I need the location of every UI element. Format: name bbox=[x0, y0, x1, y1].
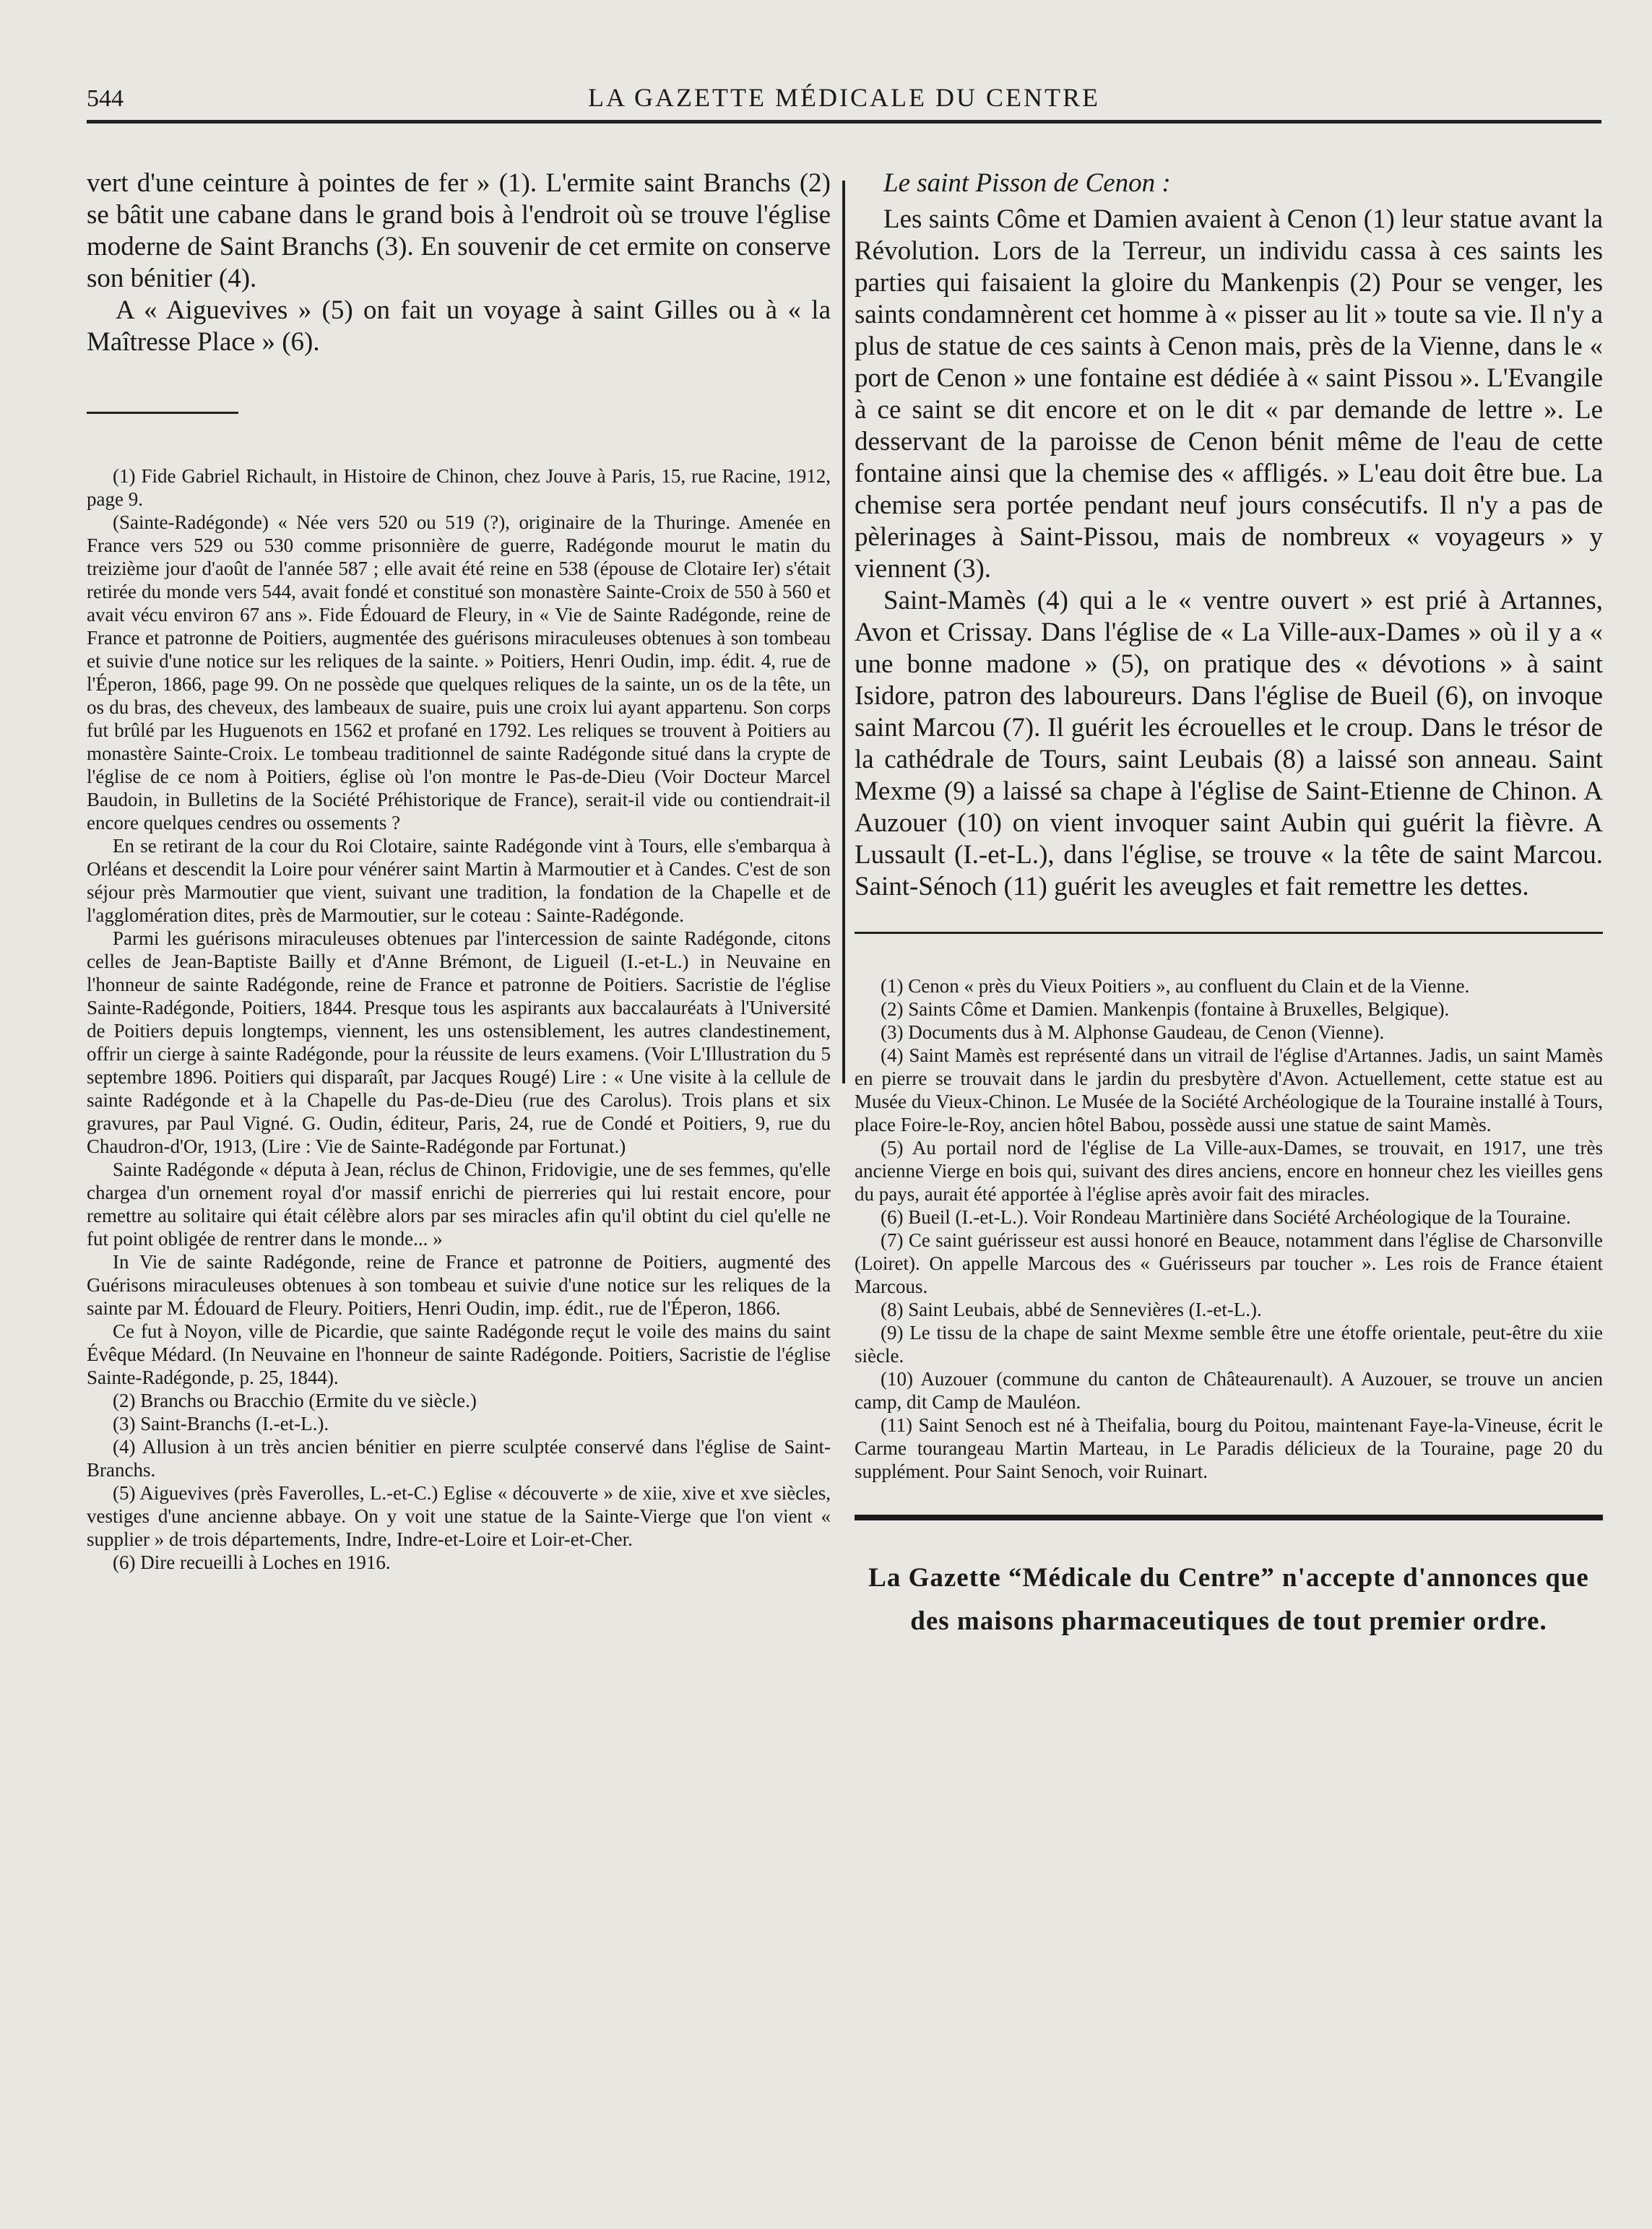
footnote: (10) Auzouer (commune du canton de Châteaurenault). A Auzouer, se trouve un ancien camp, dit Camp de Mauléon. bbox=[855, 1368, 1603, 1413]
footnote: (9) Le tissu de la chape de saint Mexme semble être une étoffe orientale, peut-être du xiie siècle. bbox=[855, 1322, 1603, 1367]
footnote: In Vie de sainte Radégonde, reine de France et patronne de Poitiers, augmenté des Guérisons miraculeuses obtenues à son tombeau et suivie d'une notice sur les reliques de la sainte par M. Édouard de Fleury. Poitiers, Henri Oudin, imp. édit., rue de l'Éperon, 1866. bbox=[87, 1251, 831, 1319]
page-number: 544 bbox=[87, 85, 124, 112]
right-column bbox=[855, 168, 1603, 1643]
advertisement-notice: La Gazette “Médicale du Centre” n'accepte d'annonces que des maisons pharmaceutiques de tout premier ordre. bbox=[868, 1563, 1589, 1636]
footnote: Parmi les guérisons miraculeuses obtenues par l'intercession de sainte Radégonde, citons celles de Jean-Baptiste Bailly et d'Anne Brémont, de Ligueil (I.-et-L.) in Neuvaine en l'honneur de sainte Radégonde, reine de France et patronne de Poitiers. Sacristie de l'église Sainte-Radégonde, Poitiers, 1844. Presque tous les aspirants aux baccalauréats à l'Université de Poitiers depuis longtemps, viennent, les uns ostensiblement, les autres clandestinement, offrir un cierge à sainte Radégonde, pour la réussite de leurs examens. (Voir L'Illustration du 5 septembre 1896. Poitiers qui disparaît, par Jacques Rougé) Lire : « Une visite à la cellule de sainte Radégonde et à la Chapelle du Pas-de-Dieu (rue des Carolus). Trois plans et six gravures, par Paul Vigné. G. Oudin, éditeur, Paris, 24, rue de Condé et Poitiers, 9, rue du Chaudron-d'Or, 1913, (Lire : Vie de Sainte-Radégonde par Fortunat.) bbox=[87, 927, 831, 1157]
body-paragraph: Les saints Côme et Damien avaient à Cenon (1) leur statue avant la Révolution. Lors de la Terreur, un individu cassa à ces saints les parties qui faisaient la gloire du Mankenpis (2) Pour se venger, les saints condamnèrent cet homme à « pisser au lit » toute sa vie. Il n'y a plus de statue de ces saints à Cenon mais, près de la Vienne, dans le « port de Cenon » une fontaine est dédiée à « saint Pissou ». L'Evangile à ce saint se dit encore et on le dit « par demande de lettre ». Le desservant de la paroisse de Cenon bénit même de l'eau de cette fontaine ainsi que la chemise des « affligés. » L'eau doit être bue. La chemise sera portée pendant neuf jours consécutifs. Il n'y a pas de pèlerinages à Saint-Pissou, mais de nombreux « voyageurs » y viennent (3). bbox=[855, 204, 1603, 584]
left-main-text bbox=[87, 168, 831, 358]
advertisement-rule bbox=[855, 1515, 1603, 1520]
column-divider bbox=[842, 181, 845, 1083]
footnote: (1) Cenon « près du Vieux Poitiers », au confluent du Clain et de la Vienne. bbox=[881, 975, 1470, 997]
footnote: (11) Saint Senoch est né à Theifalia, bourg du Poitou, maintenant Faye-la-Vineuse, écrit le Carme tourangeau Martin Marteau, in Le Paradis délicieux de la Touraine, page 20 du supplément. Pour Saint Senoch, voir Ruinart. bbox=[855, 1414, 1603, 1482]
footnote: (5) Au portail nord de l'église de La Ville-aux-Dames, se trouvait, en 1917, une très ancienne Vierge en bois qui, suivant des dires anciens, encore en honneur chez les vieilles gens du pays, aurait été apportée à l'église après avoir fait des miracles. bbox=[855, 1137, 1603, 1205]
footnote: (4) Allusion à un très ancien bénitier en pierre sculptée conservé dans l'église de Saint-Branchs. bbox=[87, 1436, 831, 1481]
footnote: (2) Branchs ou Bracchio (Ermite du ve siècle.) bbox=[113, 1390, 477, 1411]
left-footnotes bbox=[87, 464, 831, 1574]
footnote: (Sainte-Radégonde) « Née vers 520 ou 519 (?), originaire de la Thuringe. Amenée en France vers 529 ou 530 comme prisonnière de guerre, Radégonde mourut le matin du treizième jour d'août de l'année 587 ; elle avait été reine en 538 (épouse de Clotaire Ier) s'était retirée du monde vers 544, avait fondé et constitué son monastère Sainte-Croix de 550 à 560 et avait vécu environ 67 ans ». Fide Édouard de Fleury, in « Vie de Sainte Radégonde, reine de France et patronne de Poitiers, augmentée des guérisons miraculeuses obtenues à son tombeau et suivie d'une notice sur les reliques de la sainte. » Poitiers, Henri Oudin, imp. édit. 4, rue de l'Éperon, 1866, page 99. On ne possède que quelques reliques de la sainte, un os de la tête, un os du bras, des cheveux, des lambeaux de suaire, puis une croix lui ayant appartenu. Son corps fut brûlé par les Huguenots en 1562 et profané en 1792. Les reliques se trouvent à Poitiers au monastère Sainte-Croix. Le tombeau traditionnel de sainte Radégonde situé dans la crypte de l'église de ce nom à Poitiers, église où l'on montre le Pas-de-Dieu (Voir Docteur Marcel Baudoin, in Bulletins de la Société Préhistorique de France), serait-il vide ou contiendrait-il encore quelques cendres ou ossements ? bbox=[87, 511, 831, 834]
page-header bbox=[87, 72, 1601, 124]
footnote-rule bbox=[855, 932, 1603, 934]
footnote: (5) Aiguevives (près Faverolles, L.-et-C.) Eglise « découverte » de xiie, xive et xve siècles, vestiges d'une ancienne abbaye. On y voit une statue de la Sainte-Vierge que l'on vient « supplier » de trois départements, Indre, Indre-et-Loire et Loir-et-Cher. bbox=[87, 1482, 831, 1550]
section-heading: Le saint Pisson de Cenon : bbox=[883, 168, 1171, 198]
footnote: Ce fut à Noyon, ville de Picardie, que sainte Radégonde reçut le voile des mains du saint Évêque Médard. (In Neuvaine en l'honneur de sainte Radégonde. Poitiers, Sacristie de l'église Sainte-Radégonde, p. 25, 1844). bbox=[87, 1320, 831, 1388]
footnote: (4) Saint Mamès est représenté dans un vitrail de l'église d'Artannes. Jadis, un saint Mamès en pierre se trouvait dans le jardin du presbytère d'Avon. Actuellement, cette statue est au Musée du Vieux-Chinon. Le Musée de la Société Archéologique de la Touraine installé à Tours, place Foire-le-Roy, ancien hôtel Babou, possède aussi une statue de saint Mamès. bbox=[855, 1044, 1603, 1135]
footnote: (6) Bueil (I.-et-L.). Voir Rondeau Martinière dans Société Archéologique de la Touraine. bbox=[881, 1206, 1571, 1228]
footnote: (6) Dire recueilli à Loches en 1916. bbox=[113, 1551, 391, 1573]
footnote: (1) Fide Gabriel Richault, in Histoire de Chinon, chez Jouve à Paris, 15, rue Racine, 1912, page 9. bbox=[87, 465, 831, 510]
footnote: (3) Saint-Branchs (I.-et-L.). bbox=[113, 1413, 329, 1434]
right-footnotes bbox=[855, 974, 1603, 1483]
body-paragraph: Saint-Mamès (4) qui a le « ventre ouvert » est prié à Artannes, Avon et Crissay. Dans l'église de « La Ville-aux-Dames » où il y a « une bonne madone » (5), on pratique des « dévotions » à saint Isidore, patron des laboureurs. Dans l'église de Bueil (6), on invoque saint Marcou (7). Il guérit les écrouelles et le croup. Dans le trésor de la cathédrale de Tours, saint Leubais (8) a laissé son anneau. Saint Mexme (9) a laissé sa chape à l'église de Saint-Etienne de Chinon. A Auzouer (10) on vient invoquer saint Aubin qui guérit la fièvre. A Lussault (I.-et-L.), dans l'église, se trouve « la tête de saint Marcou. Saint-Sénoch (11) guérit les aveugles et fait remettre les dettes. bbox=[855, 586, 1603, 901]
footnote: Sainte Radégonde « députa à Jean, réclus de Chinon, Fridovigie, une de ses femmes, qu'elle chargea d'un ornement royal d'or massif enrichi de pierreries qui lui restait encore, pour remettre au solitaire qui était célèbre alors par ses miracles afin qu'il obtint du ciel qu'elle ne fut point obligée de rentrer dans le monde... » bbox=[87, 1159, 831, 1250]
body-paragraph: A « Aiguevives » (5) on fait un voyage à saint Gilles ou à « la Maîtresse Place » (6). bbox=[87, 295, 831, 357]
footnote: (3) Documents dus à M. Alphonse Gaudeau, de Cenon (Vienne). bbox=[881, 1021, 1385, 1043]
left-column bbox=[87, 168, 831, 1574]
body-paragraph: vert d'une ceinture à pointes de fer » (1). L'ermite saint Branchs (2) se bâtit une cabane dans le grand bois à l'endroit où se trouve l'église moderne de Saint Branchs (3). En souvenir de cet ermite on conserve son bénitier (4). bbox=[87, 168, 831, 293]
footnote-rule bbox=[87, 412, 238, 414]
footnote: (8) Saint Leubais, abbé de Sennevières (I.-et-L.). bbox=[881, 1299, 1262, 1320]
journal-title: LA GAZETTE MÉDICALE DU CENTRE bbox=[588, 83, 1100, 112]
right-main-text bbox=[855, 204, 1603, 903]
footnote: (7) Ce saint guérisseur est aussi honoré en Beauce, notamment dans l'église de Charsonville (Loiret). On appelle Marcous des « Guérisseurs par toucher ». Les rois de France étaient Marcous. bbox=[855, 1229, 1603, 1297]
footnote: En se retirant de la cour du Roi Clotaire, sainte Radégonde vint à Tours, elle s'embarqua à Orléans et descendit la Loire pour vénérer saint Martin à Marmoutier et à Candes. C'est de son séjour près Marmoutier que vient, suivant une tradition, la fondation de la Chapelle et de l'agglomération dites, près de Marmoutier, sur le coteau : Sainte-Radégonde. bbox=[87, 835, 831, 926]
footnote: (2) Saints Côme et Damien. Mankenpis (fontaine à Bruxelles, Belgique). bbox=[881, 998, 1450, 1020]
